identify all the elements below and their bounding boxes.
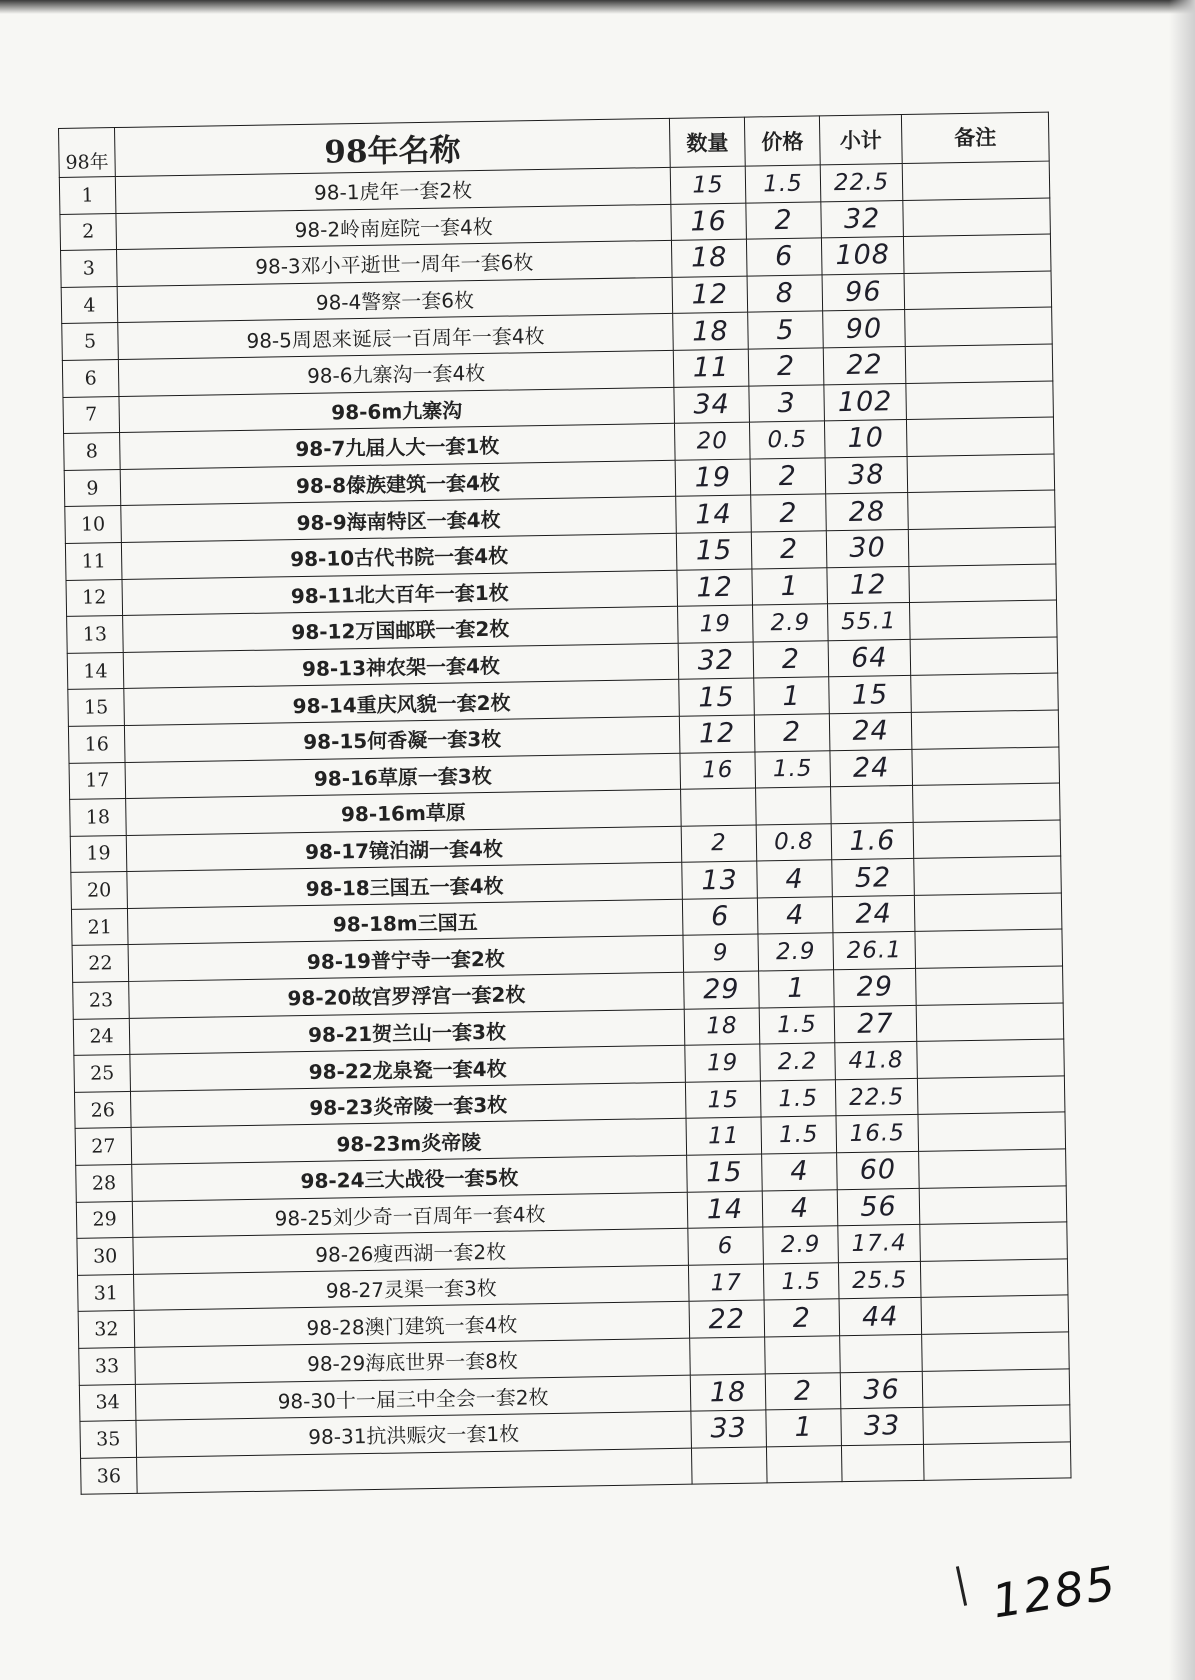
row-number: 4 <box>61 286 118 324</box>
price-cell: 2 <box>750 458 826 496</box>
note-cell <box>923 1442 1071 1481</box>
row-number: 34 <box>79 1384 136 1422</box>
quantity-cell: 18 <box>673 312 749 350</box>
note-cell <box>906 381 1054 420</box>
note-cell <box>922 1368 1070 1407</box>
row-number: 18 <box>70 799 127 837</box>
header-year: 98年 <box>59 128 116 178</box>
row-number: 35 <box>80 1421 137 1459</box>
price-cell: 4 <box>757 897 833 935</box>
price-cell: 2.9 <box>758 933 834 971</box>
stamp-name: 98-16草原一套3枚 <box>125 753 681 799</box>
handwritten-total: 1285 <box>988 1555 1121 1629</box>
subtotal-cell <box>831 786 914 824</box>
price-cell: 1.5 <box>755 750 831 788</box>
quantity-cell <box>691 1447 767 1485</box>
row-number: 26 <box>74 1091 131 1129</box>
stamp-name: 98-5周恩来诞辰一百周年一套4枚 <box>118 314 674 360</box>
subtotal-cell: 16.5 <box>836 1115 919 1153</box>
price-cell: 2 <box>753 641 829 679</box>
note-cell <box>921 1295 1069 1334</box>
quantity-cell: 15 <box>676 532 752 570</box>
subtotal-cell: 24 <box>829 712 912 750</box>
stamp-name: 98-20故宫罗浮宫一套2枚 <box>129 972 685 1018</box>
row-number: 17 <box>69 762 126 800</box>
subtotal-cell: 32 <box>821 200 904 238</box>
price-cell: 0.5 <box>749 421 825 459</box>
stamp-name: 98-12万国邮联一套2枚 <box>123 606 679 652</box>
quantity-cell: 15 <box>679 678 755 716</box>
note-cell <box>903 234 1051 273</box>
note-cell <box>902 161 1050 200</box>
stamp-name: 98-15何香凝一套3枚 <box>124 716 680 762</box>
row-number: 14 <box>67 652 124 690</box>
subtotal-cell <box>841 1444 924 1482</box>
quantity-cell: 18 <box>671 239 747 277</box>
note-cell <box>910 637 1058 676</box>
quantity-cell: 33 <box>691 1410 767 1448</box>
row-number: 23 <box>73 982 130 1020</box>
row-number: 3 <box>61 250 118 288</box>
quantity-cell: 6 <box>688 1227 764 1265</box>
note-cell <box>914 856 1062 895</box>
price-cell <box>766 1445 842 1483</box>
row-number: 2 <box>60 213 117 251</box>
quantity-cell: 11 <box>673 349 749 387</box>
row-number: 8 <box>64 433 121 471</box>
price-cell: 2.2 <box>760 1043 836 1081</box>
subtotal-cell: 22.5 <box>820 164 903 202</box>
stamp-name: 98-27灵渠一套3枚 <box>134 1265 690 1311</box>
price-cell: 2 <box>751 494 827 532</box>
price-cell: 2 <box>748 348 824 386</box>
row-number: 24 <box>73 1018 130 1056</box>
quantity-cell: 12 <box>679 715 755 753</box>
row-number: 21 <box>71 908 128 946</box>
price-cell: 1 <box>759 970 835 1008</box>
subtotal-cell: 17.4 <box>838 1225 921 1263</box>
stamp-name: 98-14重庆风貌一套2枚 <box>124 680 680 726</box>
stamp-name: 98-29海底世界一套8枚 <box>135 1338 691 1384</box>
handwritten-tick-mark <box>956 1566 967 1606</box>
quantity-cell: 18 <box>684 1008 760 1046</box>
subtotal-cell: 102 <box>824 383 907 421</box>
price-cell: 1.5 <box>763 1263 839 1301</box>
subtotal-cell: 60 <box>837 1151 920 1189</box>
note-cell <box>911 673 1059 712</box>
row-number: 30 <box>77 1238 134 1276</box>
subtotal-cell: 52 <box>832 859 915 897</box>
stamp-name: 98-8傣族建筑一套4枚 <box>120 460 676 506</box>
header-name: 98年名称 <box>115 118 671 176</box>
note-cell <box>909 600 1057 639</box>
stamp-name: 98-13神农架一套4枚 <box>123 643 679 689</box>
price-cell: 0.8 <box>756 823 832 861</box>
quantity-cell: 14 <box>676 495 752 533</box>
quantity-cell: 16 <box>680 752 756 790</box>
note-cell <box>915 929 1063 968</box>
row-number: 13 <box>67 616 124 654</box>
quantity-cell <box>690 1337 766 1375</box>
quantity-cell: 12 <box>677 569 753 607</box>
row-number: 32 <box>78 1311 135 1349</box>
stamp-inventory-table <box>58 112 1072 1496</box>
note-cell <box>920 1222 1068 1261</box>
top-edge-shadow <box>0 0 1195 14</box>
price-cell: 2.9 <box>763 1226 839 1264</box>
row-number: 6 <box>62 360 119 398</box>
row-number: 1 <box>59 177 116 215</box>
subtotal-cell: 24 <box>830 749 913 787</box>
stamp-inventory-sheet <box>58 112 1071 1528</box>
stamp-name: 98-21贺兰山一套3枚 <box>129 1009 685 1055</box>
subtotal-cell: 1.6 <box>831 822 914 860</box>
note-cell <box>920 1259 1068 1298</box>
row-number: 15 <box>68 689 125 727</box>
note-cell <box>914 893 1062 932</box>
row-number: 33 <box>79 1347 136 1385</box>
price-cell: 3 <box>749 384 825 422</box>
stamp-name: 98-4警察一套6枚 <box>117 277 673 323</box>
quantity-cell: 16 <box>671 203 747 241</box>
quantity-cell: 20 <box>674 422 750 460</box>
stamp-name: 98-23m炎帝陵 <box>131 1119 687 1165</box>
subtotal-cell: 29 <box>834 968 917 1006</box>
price-cell: 2 <box>764 1299 840 1337</box>
note-cell <box>919 1186 1067 1225</box>
quantity-cell: 11 <box>686 1117 762 1155</box>
price-cell: 6 <box>746 238 822 276</box>
note-cell <box>913 820 1061 859</box>
note-cell <box>905 344 1053 383</box>
stamp-name: 98-6m九寨沟 <box>119 387 675 433</box>
note-cell <box>905 307 1053 346</box>
quantity-cell: 29 <box>684 971 760 1009</box>
row-number: 25 <box>74 1055 131 1093</box>
note-cell <box>907 454 1055 493</box>
quantity-cell: 18 <box>690 1374 766 1412</box>
note-cell <box>909 564 1057 603</box>
header-note: 备注 <box>901 112 1049 163</box>
stamp-name <box>137 1448 693 1494</box>
price-cell: 1 <box>752 567 828 605</box>
quantity-cell: 15 <box>685 1081 761 1119</box>
stamp-name: 98-3邓小平逝世一周年一套6枚 <box>117 241 673 287</box>
price-cell <box>756 787 832 825</box>
subtotal-cell: 22 <box>823 346 906 384</box>
row-number: 20 <box>71 872 128 910</box>
note-cell <box>919 1149 1067 1188</box>
stamp-name: 98-18m三国五 <box>127 899 683 945</box>
right-edge-shadow <box>1169 0 1195 1680</box>
price-cell: 1.5 <box>760 1080 836 1118</box>
price-cell: 2 <box>746 201 822 239</box>
subtotal-cell: 26.1 <box>833 932 916 970</box>
quantity-cell: 19 <box>678 605 754 643</box>
price-cell: 1.5 <box>759 1006 835 1044</box>
header-price: 价格 <box>744 116 820 166</box>
stamp-name: 98-2岭南庭院一套4枚 <box>116 204 672 250</box>
stamp-name: 98-9海南特区一套4枚 <box>121 497 677 543</box>
subtotal-cell: 90 <box>823 310 906 348</box>
row-number: 5 <box>62 323 119 361</box>
subtotal-cell: 30 <box>826 529 909 567</box>
stamp-name: 98-7九届人大一套1枚 <box>120 423 676 469</box>
quantity-cell: 6 <box>682 898 758 936</box>
price-cell: 1 <box>754 677 830 715</box>
stamp-name: 98-18三国五一套4枚 <box>127 863 683 909</box>
row-number: 12 <box>66 579 123 617</box>
quantity-cell: 19 <box>675 459 751 497</box>
stamp-name: 98-10古代书院一套4枚 <box>121 533 677 579</box>
quantity-cell: 22 <box>689 1300 765 1338</box>
row-number: 10 <box>65 506 122 544</box>
quantity-cell: 15 <box>670 166 746 204</box>
price-cell: 5 <box>748 311 824 349</box>
subtotal-cell: 25.5 <box>838 1261 921 1299</box>
note-cell <box>918 1112 1066 1151</box>
stamp-name: 98-1虎年一套2枚 <box>115 167 671 213</box>
quantity-cell: 12 <box>672 276 748 314</box>
quantity-cell <box>681 788 757 826</box>
stamp-name: 98-30十一届三中全会一套2枚 <box>135 1375 691 1421</box>
quantity-cell: 17 <box>688 1264 764 1302</box>
note-cell <box>917 1076 1065 1115</box>
subtotal-cell: 56 <box>837 1188 920 1226</box>
stamp-name: 98-19普宁寺一套2枚 <box>128 936 684 982</box>
subtotal-cell: 22.5 <box>835 1078 918 1116</box>
row-number: 22 <box>72 945 129 983</box>
subtotal-cell: 10 <box>824 420 907 458</box>
quantity-cell: 9 <box>683 934 759 972</box>
row-number: 28 <box>76 1164 133 1202</box>
note-cell <box>916 1003 1064 1042</box>
stamp-name: 98-26瘦西湖一套2枚 <box>133 1228 689 1274</box>
note-cell <box>908 527 1056 566</box>
price-cell: 2 <box>765 1372 841 1410</box>
stamp-name: 98-24三大战役一套5枚 <box>132 1155 688 1201</box>
note-cell <box>911 710 1059 749</box>
note-cell <box>908 490 1056 529</box>
header-qty: 数量 <box>669 117 745 167</box>
stamp-name: 98-22龙泉瓷一套4枚 <box>130 1045 686 1091</box>
note-cell <box>916 966 1064 1005</box>
price-cell: 4 <box>757 860 833 898</box>
subtotal-cell: 55.1 <box>827 603 910 641</box>
note-cell <box>922 1332 1070 1371</box>
quantity-cell: 2 <box>681 825 757 863</box>
subtotal-cell: 24 <box>832 895 915 933</box>
subtotal-cell: 64 <box>828 639 911 677</box>
subtotal-cell: 96 <box>822 273 905 311</box>
subtotal-cell: 44 <box>839 1298 922 1336</box>
row-number: 16 <box>68 725 125 763</box>
row-number: 7 <box>63 396 120 434</box>
subtotal-cell: 33 <box>841 1408 924 1446</box>
row-number: 31 <box>78 1274 135 1312</box>
stamp-name: 98-11北大百年一套1枚 <box>122 570 678 616</box>
quantity-cell: 14 <box>687 1191 763 1229</box>
subtotal-cell: 28 <box>826 493 909 531</box>
price-cell <box>765 1336 841 1374</box>
price-cell: 8 <box>747 275 823 313</box>
note-cell <box>913 783 1061 822</box>
price-cell: 2 <box>751 531 827 569</box>
note-cell <box>917 1039 1065 1078</box>
quantity-cell: 15 <box>687 1154 763 1192</box>
note-cell <box>923 1405 1071 1444</box>
quantity-cell: 32 <box>678 642 754 680</box>
price-cell: 4 <box>762 1189 838 1227</box>
subtotal-cell: 38 <box>825 456 908 494</box>
price-cell: 2.9 <box>753 604 829 642</box>
subtotal-cell: 41.8 <box>835 1042 918 1080</box>
note-cell <box>906 417 1054 456</box>
price-cell: 4 <box>762 1153 838 1191</box>
row-number: 27 <box>75 1128 132 1166</box>
quantity-cell: 13 <box>682 861 758 899</box>
subtotal-cell: 12 <box>827 566 910 604</box>
note-cell <box>904 271 1052 310</box>
stamp-name: 98-17镜泊湖一套4枚 <box>126 826 682 872</box>
price-cell: 1.5 <box>761 1116 837 1154</box>
row-number: 29 <box>76 1201 133 1239</box>
subtotal-cell: 108 <box>821 237 904 275</box>
row-number: 9 <box>64 469 121 507</box>
quantity-cell: 19 <box>685 1044 761 1082</box>
stamp-name: 98-25刘少奇一百周年一套4枚 <box>132 1192 688 1238</box>
quantity-cell: 34 <box>674 386 750 424</box>
note-cell <box>903 198 1051 237</box>
header-subtotal: 小计 <box>819 115 902 165</box>
stamp-name: 98-6九寨沟一套4枚 <box>118 350 674 396</box>
price-cell: 2 <box>754 714 830 752</box>
price-cell: 1 <box>766 1409 842 1447</box>
subtotal-cell: 15 <box>829 676 912 714</box>
subtotal-cell: 36 <box>840 1371 923 1409</box>
row-number: 19 <box>70 835 127 873</box>
stamp-name: 98-28澳门建筑一套4枚 <box>134 1302 690 1348</box>
stamp-name: 98-16m草原 <box>126 789 682 835</box>
subtotal-cell <box>840 1334 923 1372</box>
row-number: 11 <box>65 542 122 580</box>
price-cell: 1.5 <box>745 165 821 203</box>
row-number: 36 <box>81 1457 138 1495</box>
stamp-name: 98-31抗洪赈灾一套1枚 <box>136 1411 692 1457</box>
stamp-name: 98-23炎帝陵一套3枚 <box>130 1082 686 1128</box>
subtotal-cell: 27 <box>834 1005 917 1043</box>
table-body <box>59 161 1071 1495</box>
note-cell <box>912 746 1060 785</box>
